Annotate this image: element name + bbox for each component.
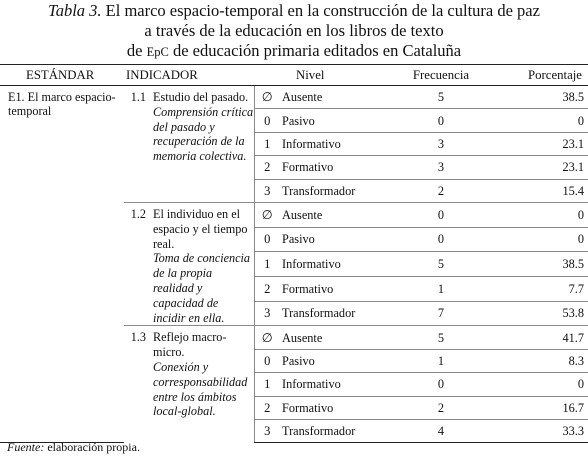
standard-cell	[0, 86, 124, 443]
caption-line-2: a través de la educación en los libros de texto	[144, 21, 444, 40]
percentage-value: 53.8	[484, 301, 588, 326]
percentage-value: 38.5	[562, 90, 584, 105]
frequency-value: 0	[398, 109, 484, 132]
level-code: 2	[254, 396, 280, 419]
level-name: Ausente	[282, 90, 323, 105]
level-name: Informativo	[280, 252, 398, 277]
level-name: Informativo	[280, 373, 398, 396]
level-code: 0	[254, 109, 280, 132]
caption-line-1	[0, 1, 588, 21]
frequency-value: 1	[398, 276, 484, 301]
table-source	[7, 440, 140, 455]
level-code: 2	[254, 156, 280, 179]
indicator-number: 1.3	[124, 326, 151, 443]
percentage-value: 33.3	[484, 419, 588, 442]
percentage-value: 0	[484, 109, 588, 132]
indicator-description: Comprensión crítica del pasado y recuperación de la memoria colectiva.	[153, 104, 254, 164]
level-code: 1	[254, 132, 280, 155]
level-code: 0	[254, 227, 280, 252]
percentage-value: 8.3	[484, 349, 588, 372]
level-name: Ausente	[280, 202, 398, 227]
level-code: 1	[254, 252, 280, 277]
indicator-title: Estudio del pasado.	[153, 90, 249, 104]
percentage-value: 0	[484, 202, 588, 227]
caption-line-3-pre: de	[126, 41, 143, 60]
caption-label: Tabla 3.	[48, 1, 102, 20]
table-header-row	[0, 65, 588, 86]
frequency-value: 1	[398, 349, 484, 372]
level-code: ∅	[254, 202, 280, 227]
percentage-value: 7.7	[484, 276, 588, 301]
indicator-number: 1.2	[124, 202, 151, 325]
indicator-description: Conexión y corresponsabilidad entre los ámbitos local-global.	[153, 359, 248, 419]
level-name: Pasivo	[280, 349, 398, 372]
percentage-value: 23.1	[484, 156, 588, 179]
percentage-value: 0	[484, 227, 588, 252]
level-name: Ausente	[280, 326, 398, 349]
level-code: 3	[254, 419, 280, 442]
frequency-value: 4	[398, 419, 484, 442]
level-code: ∅	[254, 326, 280, 349]
level-code: 3	[254, 179, 280, 202]
level-code: 2	[254, 276, 280, 301]
indicator-description: Toma de conciencia de la propia realidad y capacidad de incidir en ella.	[153, 251, 251, 325]
frequency-value: 2	[398, 179, 484, 202]
table-caption	[0, 0, 588, 62]
level-name: Transformador	[280, 301, 398, 326]
frequency-value: 5	[398, 326, 484, 349]
level-name: Formativo	[280, 156, 398, 179]
level-code: 1	[254, 373, 280, 396]
caption-line-1-text: El marco espacio-temporal en la construcción de la cultura de paz	[105, 1, 540, 20]
percentage-value: 0	[484, 373, 588, 396]
data-table	[0, 64, 588, 443]
frequency-value: 5	[437, 90, 445, 105]
percentage-value: 16.7	[484, 396, 588, 419]
table-body	[0, 86, 588, 443]
level-name: Transformador	[280, 419, 398, 442]
level-name: Formativo	[280, 276, 398, 301]
level-name: Formativo	[280, 396, 398, 419]
header-indicator: INDICADOR	[124, 65, 254, 86]
frequency-value: 3	[398, 132, 484, 155]
level-code: 3	[254, 301, 280, 326]
indicator-text	[151, 202, 254, 325]
header-percentage: Porcentaje	[484, 65, 588, 86]
percentage-value: 23.1	[484, 132, 588, 155]
frequency-value: 2	[398, 396, 484, 419]
source-text: elaboración propia.	[47, 440, 140, 454]
percentage-value: 38.5	[484, 252, 588, 277]
frequency-value: 7	[398, 301, 484, 326]
caption-line-3-post: de educación primaria editados en Cataluña	[172, 41, 462, 60]
indicator-number: 1.1	[130, 90, 146, 104]
indicator-text	[151, 326, 254, 443]
frequency-value: 0	[398, 227, 484, 252]
percentage-value: 15.4	[484, 179, 588, 202]
percentage-value: 41.7	[484, 326, 588, 349]
frequency-value: 5	[398, 252, 484, 277]
indicator-title: Reflejo macro-micro.	[153, 330, 227, 360]
frequency-value: 0	[398, 202, 484, 227]
caption-line-3	[0, 41, 588, 62]
level-code: 0	[254, 349, 280, 372]
standard-label: E1. El marco espacio-temporal	[8, 90, 116, 118]
header-level: Nivel	[254, 65, 398, 86]
caption-abbrev: EpC	[146, 45, 169, 59]
level-code: ∅	[254, 86, 280, 109]
frequency-value: 3	[398, 156, 484, 179]
header-frequency: Frecuencia	[398, 65, 484, 86]
indicator-text	[151, 86, 254, 203]
indicator-title: El individuo en el espacio y el tiempo real.	[153, 206, 248, 251]
table-row	[0, 86, 588, 109]
source-label: Fuente:	[7, 440, 45, 454]
frequency-value: 0	[398, 373, 484, 396]
header-standard: ESTÁNDAR	[0, 65, 124, 86]
level-name: Informativo	[280, 132, 398, 155]
level-name: Transformador	[280, 179, 398, 202]
level-name: Pasivo	[280, 109, 398, 132]
level-name: Pasivo	[280, 227, 398, 252]
